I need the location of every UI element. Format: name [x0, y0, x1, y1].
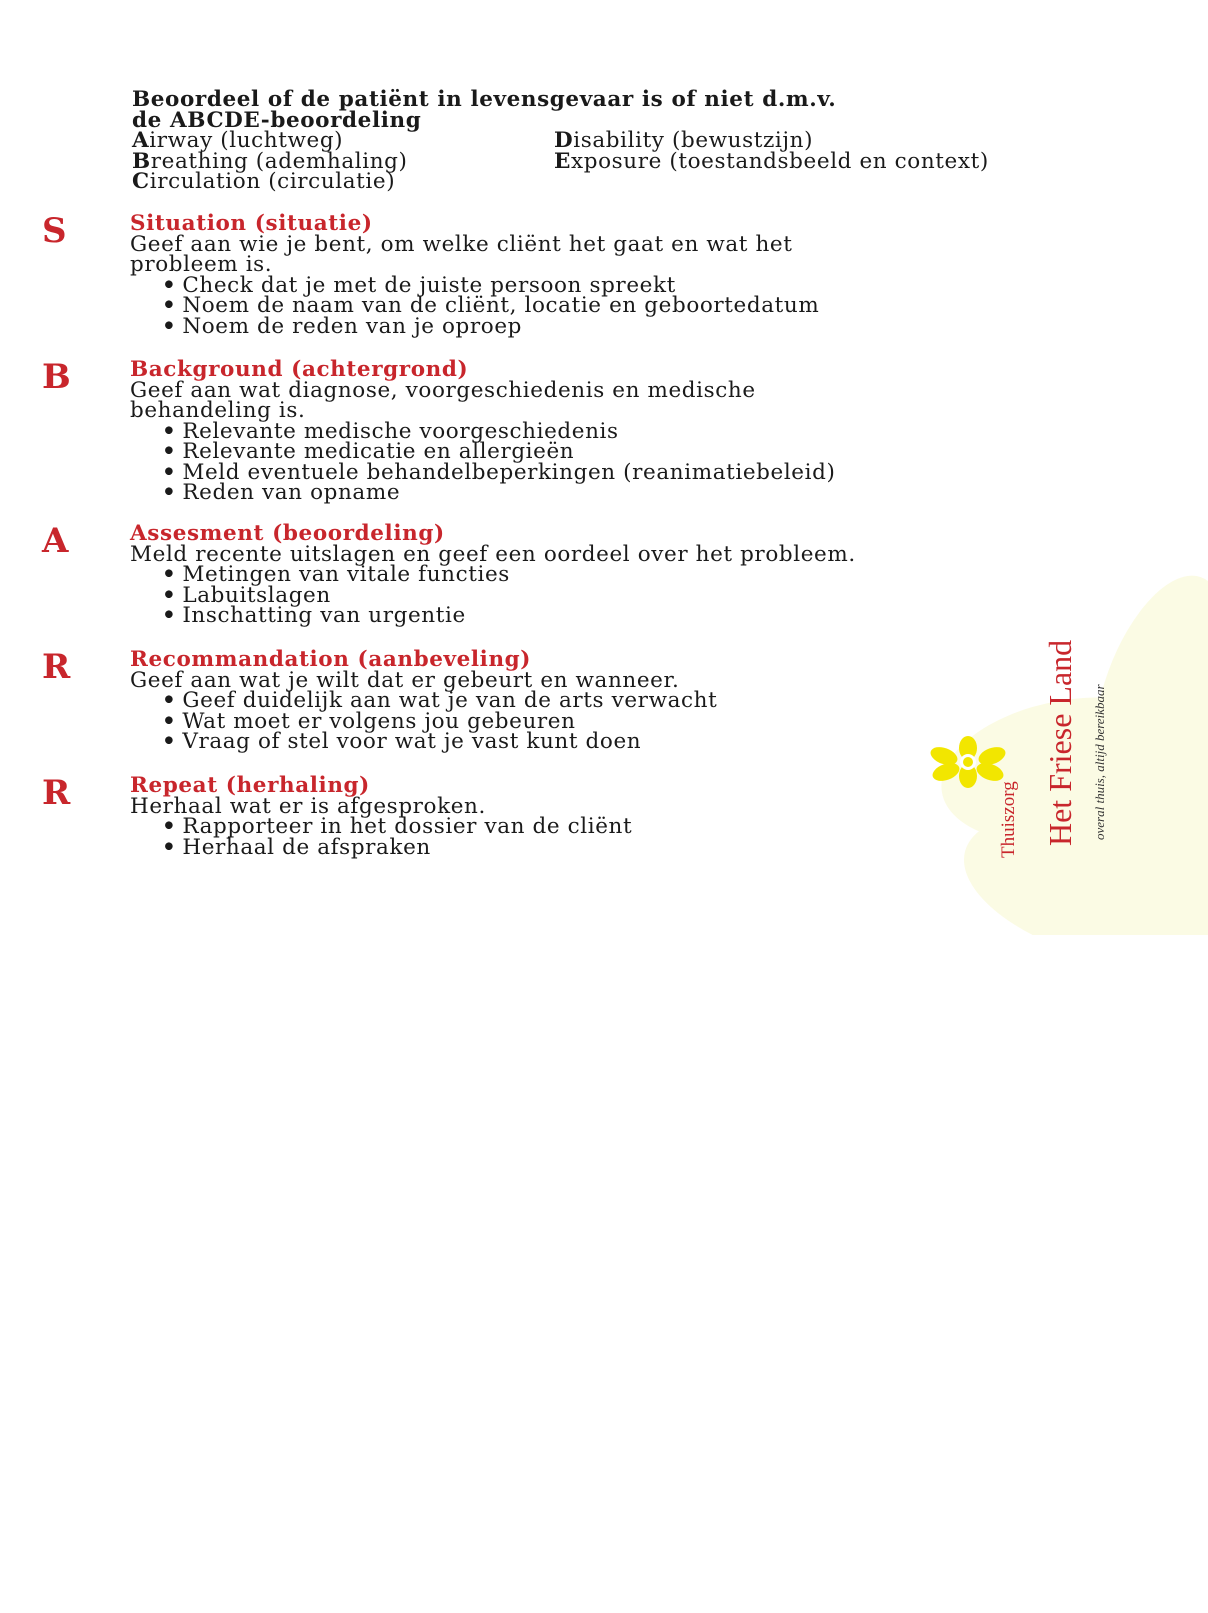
intro-title-line-2: de ABCDE-beoordeling — [132, 107, 422, 133]
list-item: • Reden van opname — [162, 480, 401, 505]
abcde-item-circulation: Circulation (circulatie) — [132, 169, 396, 194]
list-item: • Noem de naam van de cliënt, locatie en geboortedatum — [162, 293, 820, 318]
list-item: • Relevante medicatie en allergieën — [162, 439, 575, 464]
list-item: • Inschatting van urgentie — [162, 603, 466, 628]
list-item: • Herhaal de afspraken — [162, 834, 431, 860]
section-heading: Assesment (beoordeling) — [130, 521, 445, 546]
section-description: Geef aan wie je bent, om welke cliënt het gaat en wat het — [130, 231, 793, 257]
abcde-intro — [132, 87, 1132, 194]
list-item: • Noem de reden van je oproep — [162, 313, 523, 339]
section-letter: S — [42, 211, 67, 251]
logo-name-text: Het Friese Land — [1042, 639, 1078, 846]
list-item: • Rapporteer in het dossier van de cliënt — [162, 814, 633, 839]
section-heading: Background (achtergrond) — [130, 357, 469, 382]
abcde-column-left — [132, 128, 408, 194]
section-description: Meld recente uitslagen en geef een oordeel over het probleem. — [130, 541, 856, 567]
intro-title-line-1: Beoordeel of de patiënt in levensgevaar is of niet d.m.v. — [132, 87, 837, 112]
flower-logo-icon — [930, 736, 1006, 788]
abcde-list — [132, 128, 1132, 194]
section-content — [130, 521, 1130, 628]
section-description: Geef aan wat diagnose, voorgeschiedenis en medische — [130, 377, 756, 403]
section-letter: A — [42, 521, 69, 561]
list-item: • Labuitslagen — [162, 582, 331, 608]
section-heading: Repeat (herhaling) — [130, 773, 370, 798]
abcde-item-airway: Airway (luchtweg) — [132, 128, 344, 153]
section-heading: Situation (situatie) — [130, 211, 373, 236]
logo-thuiszorg-text: Thuiszorg — [998, 781, 1019, 858]
list-item: • Meld eventuele behandelbeperkingen (reanimatiebeleid) — [162, 459, 836, 485]
list-item: • Geef duidelijk aan wat je van de arts verwacht — [162, 688, 718, 713]
list-item: • Vraag of stel voor wat je vast kunt doen — [162, 729, 642, 754]
logo — [930, 639, 1130, 870]
section-description: Herhaal wat er is afgesproken. — [130, 793, 486, 819]
section-letter: R — [42, 647, 71, 687]
list-item: • Metingen van vitale functies — [162, 562, 510, 587]
list-item: • Relevante medische voorgeschiedenis — [162, 418, 619, 444]
list-item: • Check dat je met de juiste persoon spreekt — [162, 272, 676, 298]
section-heading: Recommandation (aanbeveling) — [130, 647, 532, 672]
list-item: • Wat moet er volgens jou gebeuren — [162, 708, 576, 734]
section-description: Geef aan wat je wilt dat er gebeurt en wanneer. — [130, 667, 680, 693]
section-content — [130, 211, 1130, 339]
section-letter: R — [42, 773, 71, 813]
abcde-item-exposure: Exposure (toestandsbeeld en context) — [554, 148, 989, 174]
section-description: behandeling is. — [130, 398, 306, 423]
section-letter: B — [42, 357, 71, 397]
bullet-list — [130, 272, 1130, 339]
logo-tagline-text: overal thuis, altijd bereikbaar — [1092, 684, 1107, 840]
bullet-list — [130, 418, 1130, 505]
section-content — [130, 357, 1130, 505]
abcde-column-right — [554, 128, 989, 174]
bullet-list — [130, 562, 1130, 628]
section-description: probleem is. — [130, 252, 273, 277]
abcde-item-breathing: Breathing (ademhaling) — [132, 148, 408, 174]
abcde-item-disability: Disability (bewustzijn) — [554, 128, 814, 153]
